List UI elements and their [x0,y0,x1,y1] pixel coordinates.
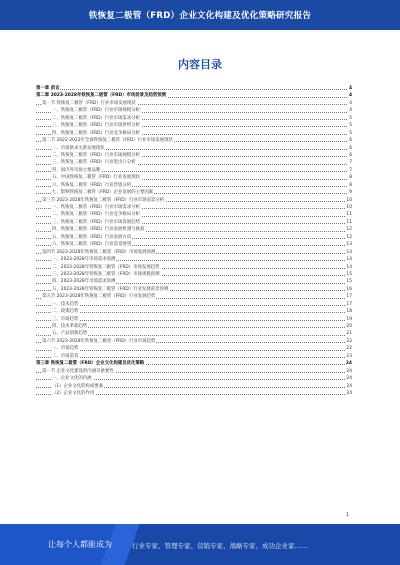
toc-entry-page: 19 [346,316,352,322]
toc-entry-label: 五、铁恢复二极管（FRD）行业发展方向 [52,234,132,240]
toc-entry-page: 7 [349,167,352,173]
toc-entry-page: 22 [346,346,352,352]
toc-entry-page: 17 [346,301,352,307]
toc-entry-label: 二、铁恢复二极管（FRD）行业市场规模分析 [52,152,140,158]
toc-entry[interactable] [36,100,352,107]
footer-banner [0,524,400,565]
toc-entry-page: 23 [346,353,352,359]
toc-entry-label: 二、政策趋势 [52,309,79,315]
toc-entry[interactable] [36,308,352,315]
toc-entry[interactable] [36,330,352,337]
toc-entry-label: 第五节 2023-2028年铁恢复二极管（FRD）行业发展趋势 [42,294,156,300]
toc-entry-label: 七、影响铁恢复二极管（FRD）企业发展的主要因素 [52,190,154,196]
page-number: 1 [346,512,350,518]
toc-entry-page: 14 [346,249,352,255]
toc-entry-page: 24 [346,383,352,389]
toc-entry-label: 一、市场趋势 [52,346,79,352]
footer-tagline: 行业专家、管理专家、营销专家、战略专家、成功企业家…… [132,542,308,550]
toc-entry-page: 21 [346,331,352,337]
toc-entry-page: 16 [346,286,352,292]
toc-entry[interactable] [36,92,352,99]
toc-entry[interactable] [36,137,352,144]
toc-entry-label: 六、铁恢复二极管（FRD）行业营销分析 [52,182,132,188]
toc-entry-page: 6 [349,152,352,158]
toc-entry[interactable] [36,211,352,218]
toc-entry-label: 三、铁恢复二极管（FRD）行业市场供给分析 [52,123,140,129]
toc-entry[interactable] [36,182,352,189]
toc-entry-label: 第六节 2023-2028年铁恢复二极管（FRD）行业市场趋势 [42,338,156,344]
toc-entry-label: 三、市场趋势 [52,316,79,322]
toc-entry[interactable] [36,204,352,211]
toc-entry[interactable] [36,256,352,263]
toc-entry-page: 12 [346,234,352,240]
toc-entry-page: 11 [346,212,352,218]
toc-entry-label: 四、2023-2028年市场需求预测 [52,279,116,285]
footer-slogan: 让每个人都能成为 [48,540,112,549]
toc-entry[interactable] [36,249,352,256]
toc-entry-page: 4 [348,86,352,91]
toc-entry-label: 第四节 2023-2028年铁恢复二极管（FRD）市场发展预测 [42,249,156,255]
toc-entry-label: 第三节 2023-2028年铁恢复二极管（FRD）行业市场前景分析 [42,197,165,203]
toc-entry[interactable] [36,316,352,323]
toc-entry[interactable] [36,338,352,345]
report-header-bar [0,0,400,30]
toc-entry-page: 13 [346,242,352,248]
toc-entry-page: 24 [346,376,352,382]
toc-entry[interactable] [36,174,352,181]
toc-entry-label: 四、国内外市场主要品牌 [52,167,101,173]
toc-entry-label: 第二章 2023-2028年铁恢复二极管（FRD）市场前景及趋势预测 [36,93,167,99]
toc-entry-page: 5 [349,115,352,121]
toc-entry-page: 10 [346,205,352,210]
toc-entry-page: 20 [346,324,352,329]
toc-entry[interactable] [36,271,352,278]
toc-entry[interactable] [36,197,352,204]
toc-entry-page: 18 [346,309,352,315]
toc-entry-label: 一、企业文化的内涵 [52,376,92,382]
toc-entry-label: 一、市场供求关系发展现状 [52,145,105,151]
toc-entry-page: 4 [349,108,352,114]
toc-entry-label: 第三章 铁恢复二极管（FRD）企业文化构建及优化策略 [36,361,145,367]
toc-heading: 内容目录 [178,58,222,71]
toc-entry-label: 二、市场前景 [52,353,79,359]
toc-entry-page: 6 [349,138,352,144]
toc-entry-page: 4 [349,100,352,106]
toc-entry-page: 24 [346,368,352,374]
toc-entry[interactable] [36,353,352,360]
toc-entry-page: 8 [349,182,352,188]
toc-entry[interactable] [36,383,352,390]
toc-entry-label: 第一节 铁恢复二极管（FRD）行业市场发展现状 [42,100,136,106]
toc-entry-page: 15 [346,279,352,285]
report-title: 铁恢复二极管（FRD）企业文化构建及优化策略研究报告 [88,11,312,21]
toc-entry-page: 14 [346,264,352,270]
toc-entry[interactable] [36,115,352,122]
toc-entry[interactable] [36,301,352,308]
toc-entry[interactable] [36,375,352,382]
toc-entry-page: 11 [346,219,352,225]
toc-entry-page: 24 [345,361,352,367]
toc-entry-label: 二、铁恢复二极管（FRD）行业市场需求分析 [52,115,140,121]
toc-entry[interactable] [36,130,352,137]
toc-entry-label: 三、铁恢复二极管（FRD）行业市场发展趋势 [52,219,140,225]
toc-entry[interactable] [36,293,352,300]
toc-entry-label: 五、中国铁恢复二极管（FRD）行业发展现状 [52,175,140,181]
toc-entry[interactable] [36,107,352,114]
toc-entry[interactable] [36,323,352,330]
toc-entry-label: 第一节 企业文化建设的内涵及重要性 [42,368,114,374]
toc-entry[interactable] [36,219,352,226]
toc-entry[interactable] [36,234,352,241]
toc-entry-label: 二、2023-2028年铁恢复二极管（FRD）市场发展趋势 [52,264,160,270]
toc-entry[interactable] [36,360,352,367]
toc-entry-label: 四、铁恢复二极管（FRD）行业发展机遇与挑战 [52,227,145,233]
toc-entry-label: 四、铁恢复二极管（FRD）行业竞争格局分析 [52,130,140,136]
toc-entry[interactable] [36,152,352,159]
toc-entry-label: 一、2023-2028年市场需求预测 [52,257,116,263]
toc-entry-label: 六、铁恢复二极管（FRD）行业前景展望 [52,242,132,248]
toc-entry[interactable] [36,390,352,397]
toc-entry-page: 8 [349,175,352,181]
toc-entry[interactable] [36,278,352,285]
toc-entry-page: 22 [346,338,352,344]
toc-entry-page: 5 [349,130,352,136]
toc-entry-label: 三、2023-2028年铁恢复二极管（FRD）市场规模预测 [52,271,160,277]
toc-entry[interactable] [36,226,352,233]
toc-entry-label: 五、2023-2028年铁恢复二极管（FRD）行业发展前景预测 [52,286,169,292]
toc-entry[interactable] [36,145,352,152]
toc-entry-page: 10 [346,197,352,203]
toc-entry-page: 6 [349,145,352,151]
toc-entry[interactable] [36,264,352,271]
toc-entry-page: 12 [346,227,352,233]
toc-entry-label: 第二节 2022-2023年全球铁恢复二极管（FRD）行业市场发展现状 [42,138,173,144]
toc-entry-page: 4 [348,93,352,99]
toc-entry[interactable] [36,241,352,248]
toc-entry-label: 一、铁恢复二极管（FRD）行业市场需求分析 [52,205,140,210]
toc-entry-label: （1）企业文化的构成要素 [52,383,104,389]
toc-entry-page: 7 [349,160,352,166]
toc-entry-label: 五、产品创新趋势 [52,331,88,337]
toc-entry-label: 三、铁恢复二极管（FRD）行业进出口分析 [52,160,136,166]
toc-entry-page: 9 [349,190,352,196]
toc-entry[interactable] [36,122,352,129]
toc-entry-label: 第一章 前言 [36,86,60,91]
toc-entry-label: 一、技术趋势 [52,301,79,307]
toc-entry[interactable] [36,368,352,375]
toc-entry[interactable] [36,85,352,92]
toc-entry[interactable] [36,159,352,166]
toc-entry-page: 15 [346,271,352,277]
toc-entry-page: 17 [346,294,352,300]
toc-entry-page: 5 [349,123,352,129]
toc-entry-page: 24 [346,390,352,396]
toc-entry-label: 二、铁恢复二极管（FRD）行业竞争格局分析 [52,212,140,218]
toc-entry-label: （2）企业文化的作用 [52,390,95,396]
toc-entry[interactable] [36,167,352,174]
toc-entry[interactable] [36,345,352,352]
toc-entry-label: 一、铁恢复二极管（FRD）行业市场规模分析 [52,108,140,114]
toc-entry-label: 四、技术革新趋势 [52,324,88,329]
toc-entry-page: 14 [346,257,352,263]
table-of-contents [36,85,352,397]
toc-entry[interactable] [36,286,352,293]
toc-entry[interactable] [36,189,352,196]
